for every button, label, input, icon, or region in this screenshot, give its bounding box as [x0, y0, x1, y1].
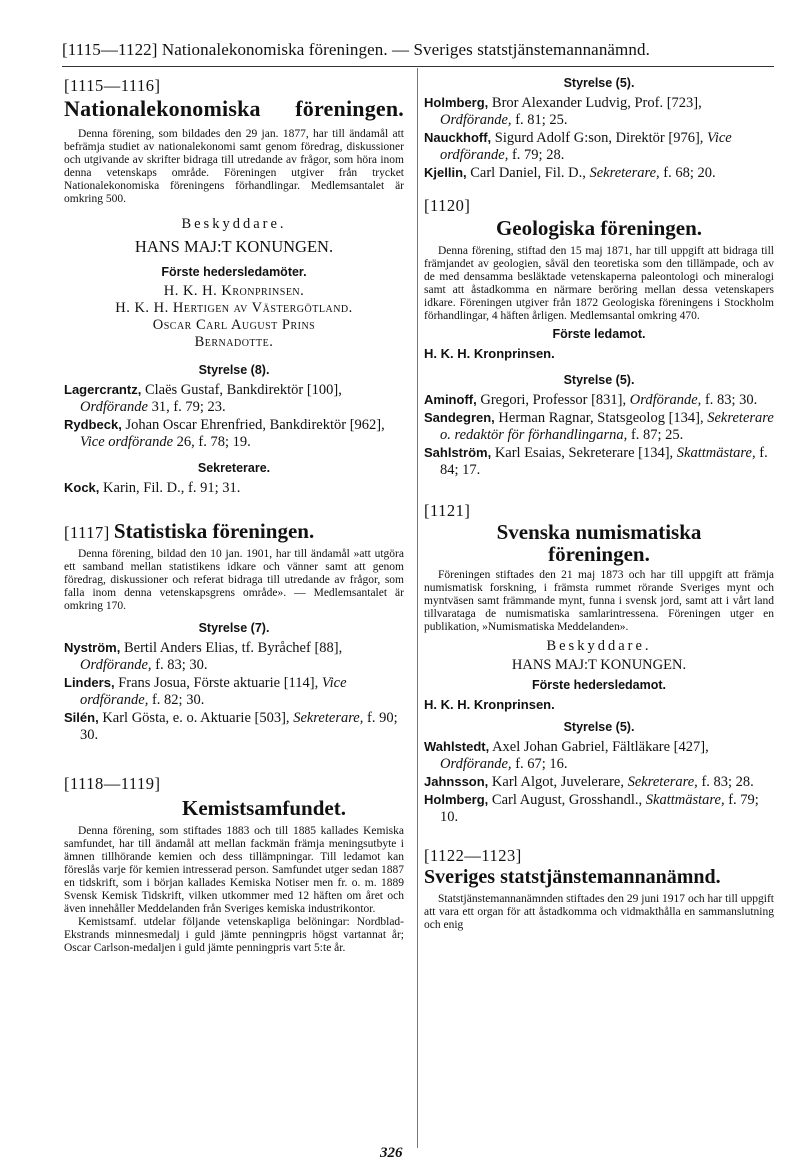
member-name: Sandegren,	[424, 410, 495, 425]
description-text: Kemistsamf. utdelar följande vetenskapliga belöningar: Nordblad-Ekstrands minnesmedalj i guld jämte penningpris högst vartannat år; Oscar Carlson-medaljen i guld jämte penningpris vart 5:te år.	[64, 916, 404, 954]
honorary-heading: Förste ledamot.	[552, 327, 646, 341]
patron: HANS MAJ:T KONUNGEN.	[134, 237, 334, 256]
member-years: f. 83; 30.	[701, 392, 758, 408]
member-role: Sekreterare o. redaktör för förhandlingarna,	[440, 410, 774, 443]
member-years: f. 90; 30.	[80, 710, 398, 743]
left-column	[64, 76, 404, 955]
member-name: H. K. H. Kronprinsen.	[424, 697, 555, 712]
member-name: Holmberg,	[424, 95, 489, 110]
entry-number: [1118—1119]	[64, 774, 161, 793]
section-title: Statistiska föreningen.	[113, 519, 315, 543]
description-text: Statstjänstemannanämnden stiftades den 29 juni 1917 och har till uppgift att vara ett organ för att åstadkomma och vidmakthålla en sammanslutning och enig	[424, 893, 774, 931]
member-years: f. 79; 10.	[440, 792, 759, 825]
member-details: Karl Esaias, Sekreterare [134],	[491, 445, 677, 461]
section-title-nationalekonomiska	[64, 96, 404, 122]
member-name: H. K. H. Kronprinsen.	[424, 346, 555, 361]
member-years: 31, f. 79; 23.	[147, 399, 226, 415]
board-member	[64, 674, 404, 709]
member-role: Ordförande,	[80, 657, 152, 673]
member-details: Axel Johan Gabriel, Fältläkare [427],	[489, 739, 709, 755]
right-column	[424, 76, 774, 932]
section-heading-statistiska	[64, 519, 404, 544]
member-name: Sahlström,	[424, 445, 492, 460]
entry-number: [1122—1123]	[424, 846, 522, 865]
member-years: f. 82; 30.	[148, 692, 205, 708]
member-name: Silén,	[64, 710, 99, 725]
honorary-member: Bernadotte.	[194, 334, 274, 350]
description-text: Denna förening, som stiftades 1883 och till 1885 kallades Kemiska samfundet, har till ändamål att mellan fackmän främja meningsutbyte i ämnen tillhörande kemien och dess tillämpningar. Till ledamot kan föreslås varje för kemien intresserad person. Samfundet utger sedan 1887 en tidskrift, som i början kallades Kemiska Notiser men fr. o. m. 1889 Svensk Kemisk Tidskrift, vilken utkommer med 12 häften om året och även innehåller Meddelanden från Sveriges kemiska industrikontor.	[64, 825, 404, 915]
board-member	[424, 164, 774, 182]
board-member	[64, 416, 404, 451]
board-member	[64, 639, 404, 674]
board-heading: Styrelse (5).	[563, 76, 635, 90]
member-role: Ordförande,	[440, 756, 512, 772]
board-member	[64, 479, 404, 497]
section-description	[64, 548, 404, 613]
member-name: Nyström,	[64, 640, 121, 655]
title-part: Svenska numismatiska	[496, 520, 702, 544]
running-header: [1115—1122] Nationalekonomiska föreningen. — Sveriges statstjänstemannanämnd.	[62, 40, 650, 59]
member-years: 26, f. 78; 19.	[173, 434, 251, 450]
member-role: Vice ordförande	[80, 434, 174, 450]
entry-number: [1117]	[64, 523, 110, 542]
member-years: f. 83; 28.	[697, 774, 754, 790]
board-heading: Styrelse (5).	[563, 373, 635, 387]
member-role: Skattmästare,	[645, 792, 725, 808]
member-details: Bror Alexander Ludvig, Prof. [723],	[488, 95, 702, 111]
title-part: Nationalekonomiska	[64, 96, 261, 121]
title-part: föreningen.	[548, 542, 650, 566]
member-role: Skattmästare,	[676, 445, 756, 461]
patron-label: Beskyddare.	[546, 638, 652, 654]
member-name: Nauckhoff,	[424, 130, 492, 145]
section-title-geologiska: Geologiska föreningen.	[495, 216, 703, 240]
section-title-kemistsamfundet: Kemistsamfundet.	[182, 796, 346, 820]
member-details: Claës Gustaf, Bankdirektör [100],	[141, 382, 342, 398]
description-text: Föreningen stiftades den 21 maj 1873 och har till uppgift att främja numismatisk forskning, i främsta rummet rörande Sveriges mynt och myntväsen samt främmande mynt, funna i svensk jord, samt att i vårt land tillvarataga de numismatiska samlarintressena. Föreningen utger en publikation, »Numismatiska Meddelanden».	[424, 569, 774, 633]
member-role: Sekreterare,	[627, 774, 698, 790]
honorary-heading: Förste hedersledamot.	[531, 678, 667, 692]
section-description	[64, 825, 404, 955]
member-role: Ordförande	[80, 399, 148, 415]
patron-label: Beskyddare.	[181, 216, 287, 232]
honorary-member: H. K. H. Kronprinsen.	[163, 283, 305, 299]
member-role: Ordförande,	[629, 392, 702, 408]
member-name: Jahnsson,	[424, 774, 489, 789]
member-details: Carl Daniel, Fil. D.,	[466, 165, 590, 181]
member-role: Vice ordförande,	[440, 130, 732, 163]
member-years: f. 67; 16.	[511, 756, 568, 772]
board-heading: Styrelse (5).	[563, 720, 635, 734]
description-text: Denna förening, stiftad den 15 maj 1871, har till uppgift att bidraga till främjandet av geologien, såväl den teoretiska som den tillämpade, och av de med densamma besläktade vetenskaperna paleontologi och mineralogi samt att åstadkomma en närmare beröring mellan dessa vetenskapers idkare. Föreningen utgiver från 1872 Geologiska föreningens i Stockholm förhandlingar, 4 häften årligen. Medlemsantal omkring 470.	[424, 245, 774, 322]
board-member	[424, 94, 774, 129]
member-name: Aminoff,	[424, 392, 477, 407]
secretaries-heading: Sekreterare.	[197, 461, 271, 475]
honorary-member: H. K. H. Hertigen av Västergötland.	[115, 300, 353, 316]
page-number: 326	[380, 1145, 403, 1161]
entry-number: [1120]	[424, 196, 471, 215]
member-details: Carl August, Grosshandl.,	[488, 792, 646, 808]
board-member	[424, 791, 774, 826]
member-name: Kjellin,	[424, 165, 467, 180]
patron: HANS MAJ:T KONUNGEN.	[511, 657, 687, 673]
member-name: Linders,	[64, 675, 115, 690]
member-years: f. 81; 25.	[511, 112, 568, 128]
section-description	[64, 128, 404, 206]
entry-number: [1121]	[424, 501, 471, 520]
member-role: Ordförande,	[440, 112, 512, 128]
member-details: Karl Gösta, e. o. Aktuarie [503],	[98, 710, 294, 726]
board-member	[424, 773, 774, 791]
honorary-member	[424, 696, 774, 714]
board-member	[64, 709, 404, 744]
board-member	[64, 381, 404, 416]
column-divider	[417, 68, 418, 1148]
section-description	[424, 893, 774, 932]
board-heading: Styrelse (7).	[198, 621, 270, 635]
header-rule	[62, 66, 774, 67]
entry-number: [1115—1116]	[64, 76, 161, 95]
board-member	[424, 409, 774, 444]
board-member	[424, 444, 774, 479]
section-description	[424, 569, 774, 634]
member-name: Holmberg,	[424, 792, 489, 807]
member-details: Bertil Anders Elias, tf. Byråchef [88],	[120, 640, 343, 656]
title-part: föreningen.	[295, 96, 404, 121]
member-details: Sigurd Adolf G:son, Direktör [976],	[491, 130, 708, 146]
section-title-numismatiska	[424, 521, 774, 565]
member-details: Karl Algot, Juvelerare,	[488, 774, 628, 790]
member-role: Sekreterare,	[589, 165, 660, 181]
honorary-member	[424, 345, 774, 363]
board-member	[424, 391, 774, 409]
member-name: Wahlstedt,	[424, 739, 490, 754]
member-details: Johan Oscar Ehrenfried, Bankdirektör [962],	[121, 417, 385, 433]
member-role: Vice ordförande,	[80, 675, 347, 708]
board-member	[424, 738, 774, 773]
board-member	[424, 129, 774, 164]
description-text: Denna förening, som bildades den 29 jan. 1877, har till ändamål att befrämja studiet av nationalekonomi samt genom föredrag, diskussioner och utgivande av skrifter bidraga till utredande av frågor, som höra inom denna vetenskaps område. Föreningen utgiver från trycket Nationalekonomiska föreningens förhandlingar. Medlemsantalet är omkring 500.	[64, 128, 404, 205]
honorary-member: Oscar Carl August Prins	[152, 317, 316, 333]
member-name: Lagercrantz,	[64, 382, 142, 397]
member-details: Herman Ragnar, Statsgeolog [134],	[494, 410, 708, 426]
member-years: f. 79; 28.	[508, 147, 565, 163]
member-details: Gregori, Professor [831],	[476, 392, 630, 408]
board-heading: Styrelse (8).	[198, 363, 270, 377]
member-name: Kock,	[64, 480, 100, 495]
member-name: Rydbeck,	[64, 417, 122, 432]
member-details: Karin, Fil. D., f. 91; 31.	[99, 480, 241, 496]
honorary-heading: Förste hedersledamöter.	[161, 265, 307, 279]
description-text: Denna förening, bildad den 10 jan. 1901, har till ändamål »att utgöra ett samband mellan statistikens idkare och vänner samt att genom föredrag, diskussioner och referat bidraga till utredande av frågor, som falla inom denna vetenskapsgrens område». — Medlemsantalet är omkring 170.	[64, 548, 404, 612]
member-details: Frans Josua, Förste aktuarie [114],	[114, 675, 322, 691]
member-years: f. 87; 25.	[627, 427, 684, 443]
section-description	[424, 245, 774, 323]
section-title-statstjanstemannanamnd: Sveriges statstjänstemannanämnd.	[424, 866, 721, 888]
member-years: f. 68; 20.	[659, 165, 716, 181]
member-role: Sekreterare,	[293, 710, 364, 726]
member-years: f. 84; 17.	[440, 445, 768, 478]
member-years: f. 83; 30.	[151, 657, 208, 673]
